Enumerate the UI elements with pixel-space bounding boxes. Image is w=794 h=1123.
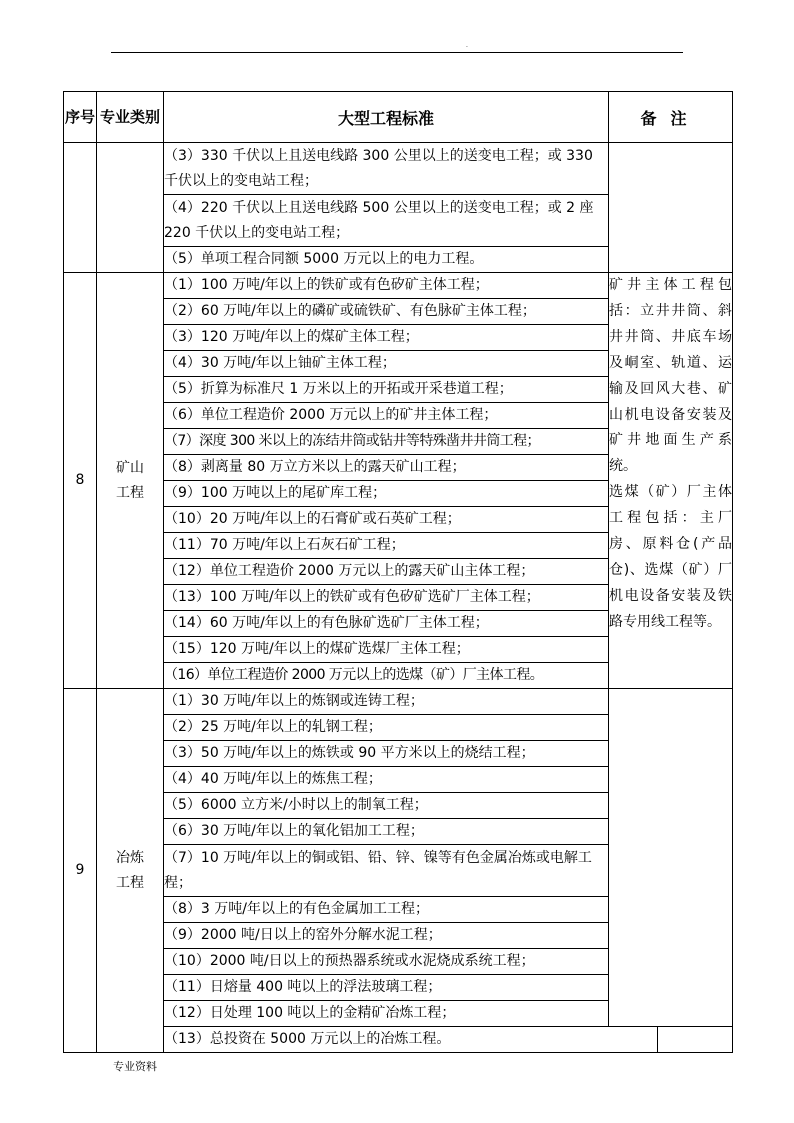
standard-item: （2）25 万吨/年以上的轧钢工程；: [164, 715, 609, 741]
standards-table: [63, 91, 733, 1053]
standard-item: （1）100 万吨/年以上的铁矿或有色矽矿主体工程；: [164, 273, 609, 299]
standard-item: （6）单位工程造价 2000 万元以上的矿井主体工程；: [164, 403, 609, 429]
standard-item: （13）100 万吨/年以上的铁矿或有色矽矿选矿厂主体工程；: [164, 585, 609, 611]
note-paragraph: 选煤（矿）厂主体工程包括：主厂房、原料仓(产品仓)、选煤（矿）厂机电设备安装及铁路专用线工程等。: [609, 484, 733, 630]
section-9-seq: 9: [64, 689, 97, 1053]
header-rule: [111, 52, 683, 53]
section-8-note: [609, 273, 733, 689]
standard-item: （10）20 万吨/年以上的石膏矿或石英矿工程；: [164, 507, 609, 533]
standard-item: （1）30 万吨/年以上的炼钢或连铸工程；: [164, 689, 609, 715]
standard-item: （9）100 万吨以上的尾矿库工程；: [164, 481, 609, 507]
seq-cell-empty: [64, 143, 97, 273]
section-8-seq: 8: [64, 273, 97, 689]
standard-item: （5）6000 立方米/小时以上的制氧工程；: [164, 793, 609, 819]
standard-item: （7）深度 300 米以上的冻结井筒或钻井等特殊凿井井筒工程；: [164, 429, 609, 455]
header-row: [64, 92, 733, 143]
header-note: 备注: [609, 92, 733, 143]
standard-item: （8）剥离量 80 万立方米以上的露天矿山工程；: [164, 455, 609, 481]
standard-item: （11）70 万吨/年以上石灰石矿工程；: [164, 533, 609, 559]
standard-item: （3）330 千伏以上且送电线路 300 公里以上的送变电工程；或 330 千伏以上的变电站工程；: [164, 143, 609, 195]
standard-item: （5）单项工程合同额 5000 万元以上的电力工程。: [164, 247, 609, 273]
standard-item: （12）日处理 100 吨以上的金精矿冶炼工程；: [164, 1001, 609, 1027]
standard-item: （11）日熔量 400 吨以上的浮法玻璃工程；: [164, 975, 609, 1001]
section-9-note-empty: [609, 689, 733, 1027]
standard-item: （7）10 万吨/年以上的铜或铝、铅、锌、镍等有色金属冶炼或电解工程；: [164, 845, 609, 897]
footer-label: 专业资料: [113, 1060, 157, 1073]
category-cell-empty: [97, 143, 164, 273]
section-8-category: 矿山工程: [97, 273, 164, 689]
standard-item: （4）220 千伏以上且送电线路 500 公里以上的送变电工程；或 2 座 220 千伏以上的变电站工程；: [164, 195, 609, 247]
standard-item: （2）60 万吨/年以上的磷矿或硫铁矿、有色脉矿主体工程；: [164, 299, 609, 325]
standard-item: （15）120 万吨/年以上的煤矿选煤厂主体工程；: [164, 637, 609, 663]
standard-item: （16）单位工程造价 2000 万元以上的选煤（矿）厂主体工程。: [164, 663, 609, 689]
standard-item: （8）3 万吨/年以上的有色金属加工工程；: [164, 897, 609, 923]
standard-item: （3）50 万吨/年以上的炼铁或 90 平方米以上的烧结工程；: [164, 741, 609, 767]
header-seq: 序号: [64, 92, 97, 143]
standard-item: （12）单位工程造价 2000 万元以上的露天矿山主体工程；: [164, 559, 609, 585]
table-row: [64, 143, 733, 195]
table-row: [64, 1027, 733, 1053]
standard-item: （13）总投资在 5000 万元以上的冶炼工程。: [164, 1027, 658, 1053]
standard-item: （5）折算为标准尺 1 万米以上的开拓或开采巷道工程；: [164, 377, 609, 403]
standard-item: （9）2000 吨/日以上的窑外分解水泥工程；: [164, 923, 609, 949]
standard-item: （4）30 万吨/年以上铀矿主体工程；: [164, 351, 609, 377]
standard-item: （4）40 万吨/年以上的炼焦工程；: [164, 767, 609, 793]
table-row: [64, 689, 733, 715]
standard-item: （3）120 万吨/年以上的煤矿主体工程；: [164, 325, 609, 351]
header-category: 专业类别: [97, 92, 164, 143]
header-dot: .: [466, 42, 468, 49]
section-9-category: 冶炼工程: [97, 689, 164, 1053]
note-paragraph: 矿井主体工程包括：立井井筒、斜井井筒、井底车场及峒室、轨道、运输及回风大巷、矿山机电设备安装及矿井地面生产系统。: [609, 277, 733, 475]
standard-item: （10）2000 吨/日以上的预热器系统或水泥烧成系统工程；: [164, 949, 609, 975]
standard-item: （6）30 万吨/年以上的氧化铝加工工程；: [164, 819, 609, 845]
standard-item: （14）60 万吨/年以上的有色脉矿选矿厂主体工程；: [164, 611, 609, 637]
note-cell-empty: [658, 1027, 733, 1053]
table-row: [64, 273, 733, 299]
header-standard: 大型工程标准: [164, 92, 609, 143]
note-cell-empty: [609, 143, 733, 273]
